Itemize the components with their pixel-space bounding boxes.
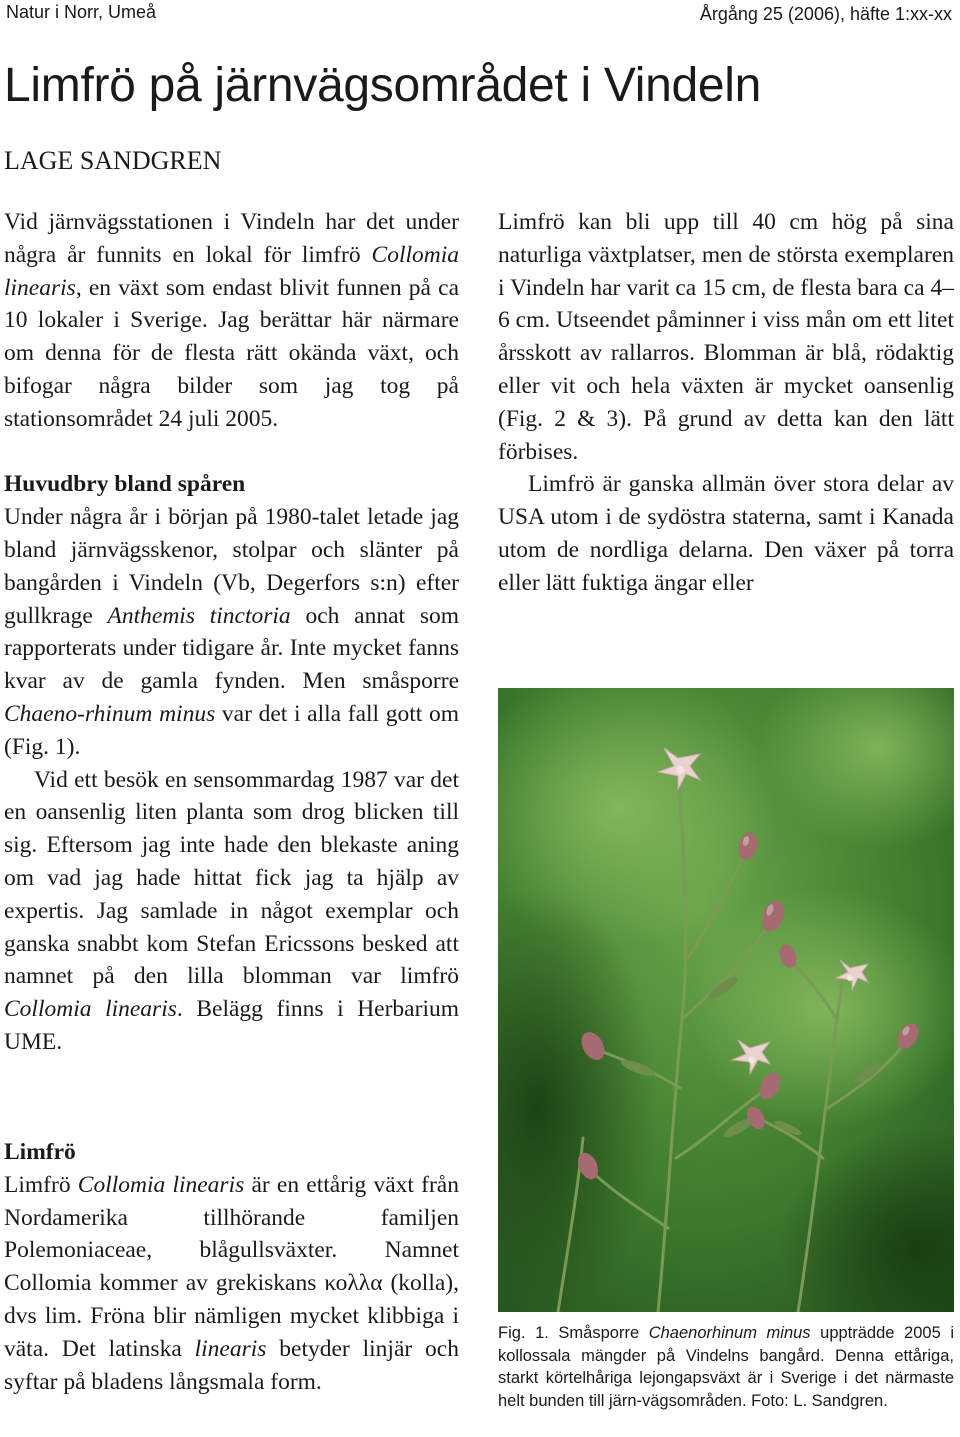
species-name: Collomia linearis (4, 996, 177, 1023)
species-name: Collomia linearis (4, 241, 459, 301)
right-column-text (498, 206, 954, 600)
species-name: Anthemis tinctoria (107, 602, 291, 629)
running-header-issue: Årgång 25 (2006), häfte 1:xx-xx (699, 4, 952, 24)
section2-paragraph: Limfrö Collomia linearis är en ettårig växt från Nordamerika tillhörande familjen Polemoniaceae, blågullsväxter. Namnet Collomia kommer av grekiskans κολλα (kolla), dvs lim. Fröna blir nämligen mycket klibbiga i väta. Det latinska linearis betyder linjär och syftar på bladens långsmala form. (4, 1171, 459, 1395)
section1-paragraph-1: Under några år i början på 1980-talet letade jag bland järnvägsskenor, stolpar och slänter på bangården i Vindeln (Vb, Degerfors s:n) efter gullkrage Anthemis tinctoria och annat som rapporterats under tidigare år. Inte mycket fanns kvar av de gamla fynden. Men småsporre Chaeno-rhinum minus var det i alla fall gott om (Fig. 1). (4, 504, 459, 760)
author-name: LAGE SANDGREN (4, 146, 222, 175)
section-heading-huvudbry: Huvudbry bland spåren (4, 471, 246, 498)
latin-word: linearis (194, 1335, 267, 1362)
figure-photo (498, 688, 954, 1312)
left-column-bottom (4, 1136, 459, 1398)
running-header-journal: Natur i Norr, Umeå (6, 2, 157, 22)
left-column-top (4, 206, 459, 1059)
figure-caption: Fig. 1. Småsporre Chaenorhinum minus uppträdde 2005 i kollossala mängder på Vindelns bangård. Denna ettåriga, starkt körtelhåriga lejongapsväxt är i Sverige i det närmaste helt bunden till järn-vägsområden. Foto: L. Sandgren. (498, 1324, 954, 1410)
greek-word: κολλα (324, 1270, 383, 1297)
species-name: Chaenorhinum minus (648, 1324, 811, 1342)
section-heading-limfro: Limfrö (4, 1139, 76, 1165)
article-title: Limfrö på järnvägsområdet i Vindeln (4, 59, 762, 112)
right-paragraph-1: Limfrö kan bli upp till 40 cm hög på sina naturliga växtplatser, men de största exemplaren i Vindeln har varit ca 15 cm, de flesta bara ca 4–6 cm. Utseendet påminner i viss mån om ett litet årsskott av rallarros. Blomman är blå, rödaktig eller vit och hela växten är mycket oansenlig (Fig. 2 & 3). På grund av detta kan den lätt förbises. (498, 209, 954, 465)
right-paragraph-2: Limfrö är ganska allmän över stora delar av USA utom i de sydöstra staterna, samt i Kanada utom de nordliga delarna. Den växer på torra eller lätt fuktiga ängar eller (498, 471, 954, 596)
intro-paragraph: Vid järnvägsstationen i Vindeln har det under några år funnits en lokal för limfrö Collomia linearis, en växt som endast blivit funnen på ca 10 lokaler i Sverige. Jag berättar här närmare om denna för de flesta rätt okända växt, och bifogar några bilder som jag tog på stationsområdet 24 juli 2005. (4, 209, 459, 432)
section1-paragraph-2: Vid ett besök en sensommardag 1987 var det en oansenlig liten planta som drog blicken till sig. Eftersom jag inte hade den blekaste aning om vad jag hade hittat fick jag ta hjälp av expertis. Jag samlade in något exemplar och ganska snabbt kom Stefan Ericssons besked att namnet på den lilla blomman var limfrö Collomia linearis. Belägg finns i Herbarium UME. (4, 766, 460, 1055)
species-name: Chaeno-rhinum minus (4, 700, 216, 727)
plant-photo-illustration (498, 688, 954, 1312)
species-name: Collomia linearis (77, 1171, 245, 1198)
